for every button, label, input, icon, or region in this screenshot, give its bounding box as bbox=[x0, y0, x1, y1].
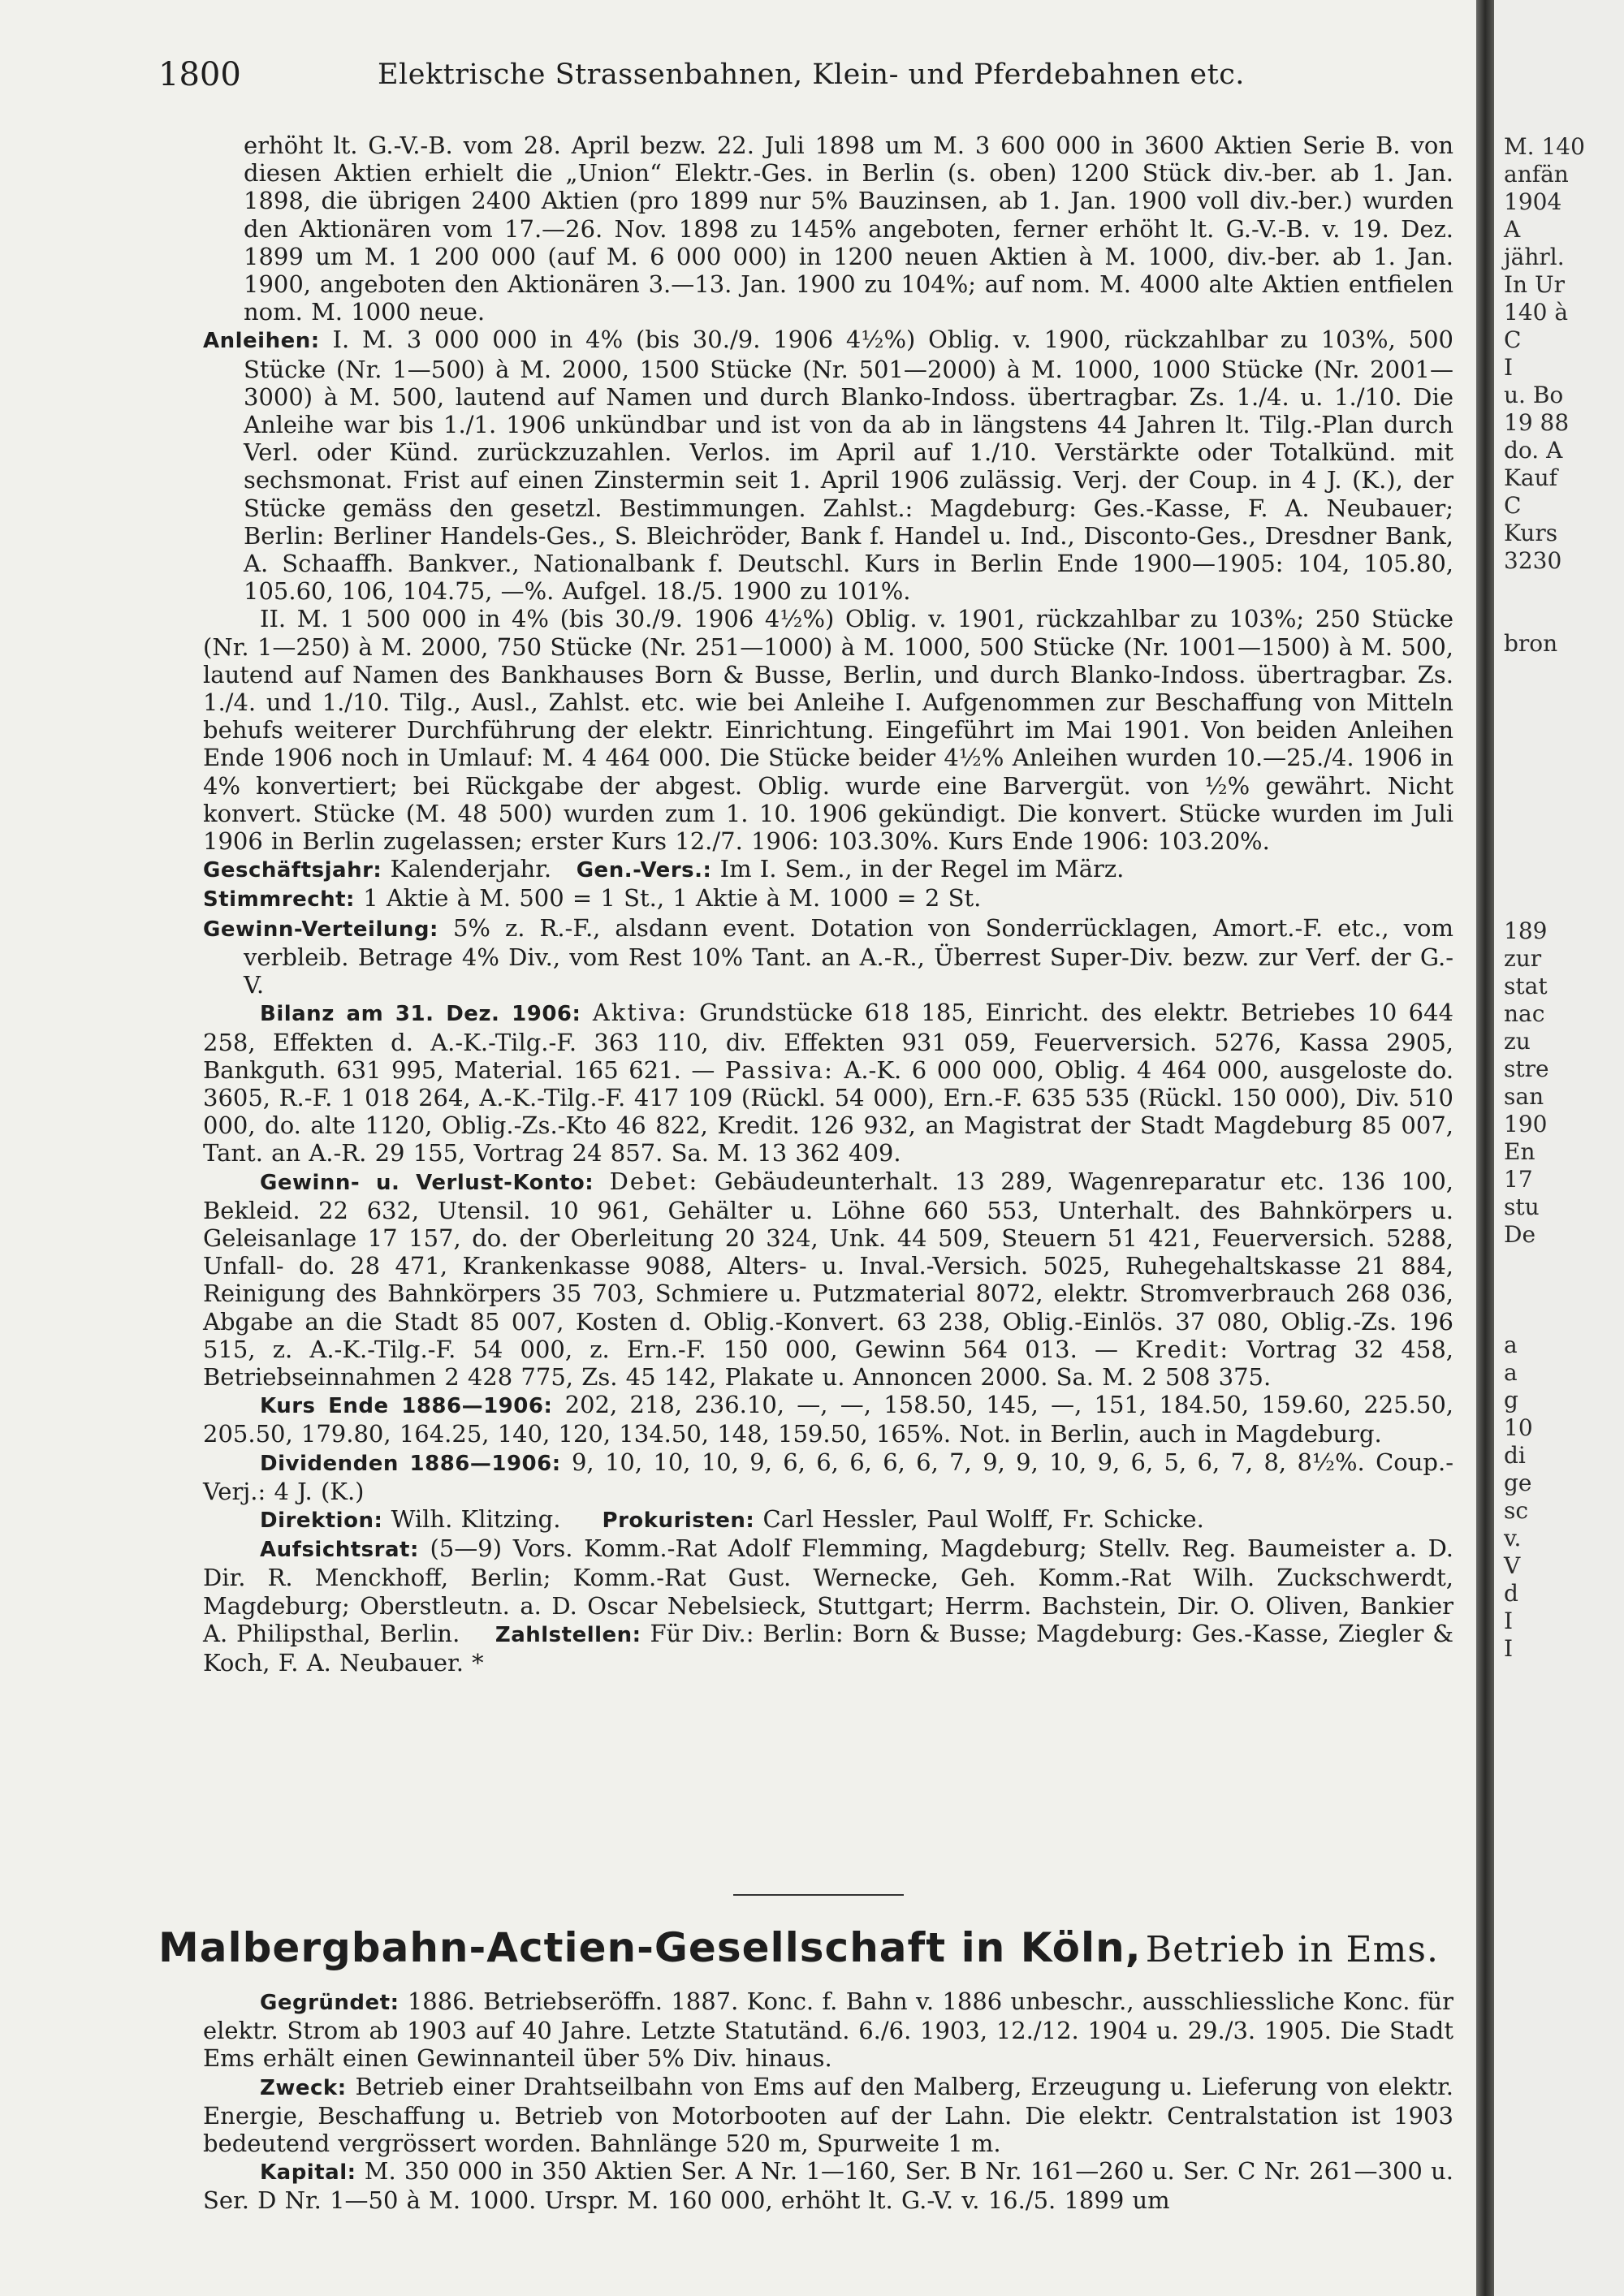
entry-magdeburg bbox=[203, 132, 1453, 1677]
geschaeftsjahr-line: Geschäftsjahr: Kalenderjahr. Gen.-Vers.: Im I. Sem., in der Regel im März. bbox=[203, 855, 1125, 883]
right-fragment-line bbox=[1504, 1276, 1624, 1304]
right-fragment-line: 17 bbox=[1504, 1166, 1533, 1193]
section-divider bbox=[733, 1894, 904, 1896]
company-subtitle: Betrieb in Ems. bbox=[1145, 1929, 1439, 1970]
right-fragment-line: v. bbox=[1504, 1525, 1522, 1552]
page-number: 1800 bbox=[158, 56, 241, 93]
right-fragments-top bbox=[1504, 133, 1624, 658]
aufsichtsrat-section: Aufsichtsrat: (5—9) Vors. Komm.-Rat Adolf Flemming, Magdeburg; Stellv. Reg. Baumeister a. D. Dir. R. Menckhoff, Berlin; Komm.-Rat Gust. Wernecke, Geh. Komm.-Rat Wilh. Zuckschwerdt, Magdeburg; Oberstleutn. a. D. Oscar Nebelsieck, Stuttgart; Herrm. Bachstein, Dir. O. Oliven, Bankier A. Philipsthal, Berlin. Zahlstellen: Für Div.: Berlin: Born & Busse; Magdeburg: Ges.-Kasse, Ziegler & Koch, F. A. Neubauer. * bbox=[203, 1534, 1454, 1677]
right-fragment-line: do. A bbox=[1504, 437, 1563, 464]
stimmrecht-line: Stimmrecht: 1 Aktie à M. 500 = 1 St., 1 Aktie à M. 1000 = 2 St. bbox=[203, 884, 982, 913]
right-fragment-line: I bbox=[1504, 1608, 1514, 1634]
right-fragment-line: ge bbox=[1504, 1470, 1532, 1496]
right-fragment-line bbox=[1504, 602, 1624, 630]
right-fragment-line: M. 140 bbox=[1504, 133, 1585, 160]
direktion-line: Direktion: Wilh. Klitzing. Prokuristen: Carl Hessler, Paul Wolff, Fr. Schicke. bbox=[260, 1504, 1204, 1533]
right-fragment-line: Kurs bbox=[1504, 520, 1558, 546]
right-fragment-line: g bbox=[1504, 1387, 1518, 1413]
right-fragments-bottom bbox=[1504, 917, 1624, 1663]
bilanz-section: Bilanz am 31. Dez. 1906: Aktiva: Grundstücke 618 185, Einricht. des elektr. Betriebes 10 644 258, Effekten d. A.-K.-Tilg.-F. 363 110, div. Effekten 931 059, Feuerversich. 5276, Kassa 2905, Bankguth. 631 995, Material. 165 621. — Passiva: A.-K. 6 000 000, Oblig. 4 464 000, ausgeloste do. 3605, R.-F. 1 018 264, A.-K.-Tilg.-F. 417 109 (Rückl. 54 000), Ern.-F. 635 535 (Rückl. 150 000), Div. 510 000, do. alte 1120, Oblig.-Zs.-Kto 46 822, Kredit. 126 932, an Magistrat der Stadt Magdeburg 85 007, Tant. an A.-R. 29 155, Vortrag 24 857. Sa. M. 13 362 409. bbox=[203, 999, 1454, 1167]
right-fragment-line: zu bbox=[1504, 1028, 1531, 1055]
right-fragment-line: u. Bo bbox=[1504, 382, 1564, 408]
right-fragment-line bbox=[1504, 1304, 1624, 1331]
right-fragment-line: jährl. bbox=[1504, 244, 1565, 270]
right-fragment-line: 3230 bbox=[1504, 547, 1562, 574]
kapital-continued: erhöht lt. G.-V.-B. vom 28. April bezw. 22. Juli 1898 um M. 3 600 000 in 3600 Aktien Serie B. von diesen Aktien erhielt die „Union“ Elektr.-Ges. in Berlin (s. oben) 1200 Stück div.-ber. ab 1. Jan. 1898, die übrigen 2400 Aktien (pro 1899 nur 5% Bauzinsen, ab 1. Jan. 1900 voll div.-ber.) wurden den Aktionären vom 17.—26. Nov. 1898 zu 145% angeboten, ferner erhöht lt. G.-V.-B. v. 19. Dez. 1899 um M. 1 200 000 (auf M. 6 000 000) in 1200 neuen Aktien à M. 1000, div.-ber. ab 1. Jan. 1900, angeboten den Aktionären 3.—13. Jan. 1900 zu 104%; auf nom. M. 4000 alte Aktien entfielen nom. M. 1000 neue. bbox=[244, 132, 1453, 326]
page-header bbox=[158, 50, 1458, 99]
right-fragment-line: bron bbox=[1504, 630, 1558, 657]
right-fragment-line bbox=[1504, 1249, 1624, 1276]
right-fragment-line: stu bbox=[1504, 1193, 1540, 1220]
kurs-section: Kurs Ende 1886—1906: 202, 218, 236.10, —, —, 158.50, 145, —, 151, 184.50, 159.60, 225.50, 205.50, 179.80, 164.25, 140, 120, 134.50, 148, 159.50, 165%. Not. in Berlin, auch in Magdeburg. bbox=[203, 1391, 1454, 1448]
right-fragment-line: san bbox=[1504, 1083, 1544, 1110]
dividenden-section: Dividenden 1886—1906: 9, 10, 10, 10, 9, 6, 6, 6, 6, 6, 7, 9, 9, 10, 9, 6, 5, 6, 7, 8, 8½%. Coup.-Verj.: 4 J. (K.) bbox=[203, 1448, 1453, 1505]
right-fragment-line: stre bbox=[1504, 1055, 1549, 1082]
right-fragment-line: d bbox=[1504, 1580, 1518, 1607]
kapital-section: Kapital: M. 350 000 in 350 Aktien Ser. A Nr. 1—160, Ser. B Nr. 161—260 u. Ser. C Nr. 261—300 u. Ser. D Nr. 1—50 à M. 1000. Urspr. M. 160 000, erhöht lt. G.-V. v. 16./5. 1899 um bbox=[203, 2157, 1453, 2215]
right-fragment-line: 189 bbox=[1504, 917, 1548, 944]
right-fragment-line: zur bbox=[1504, 945, 1542, 972]
right-fragment-line: nac bbox=[1504, 1000, 1545, 1027]
anleihen-label: Anleihen: bbox=[203, 329, 320, 354]
entry-malbergbahn bbox=[203, 1987, 1453, 2215]
gewinn-verteilung: Gewinn-Verteilung: 5% z. R.-F., alsdann event. Dotation von Sonderrücklagen, Amort.-F. etc., vom verbleib. Betrage 4% Div., vom Rest 10% Tant. an A.-R., Überrest Super-Div. bezw. zur Verf. der G.-V. bbox=[203, 913, 1453, 999]
anleihen-2 bbox=[203, 605, 1453, 855]
right-fragment-line: a bbox=[1504, 1331, 1518, 1358]
right-fragment-line: 10 bbox=[1504, 1414, 1533, 1441]
right-fragment-line: 19 88 bbox=[1504, 409, 1570, 436]
running-title: Elektrische Strassenbahnen, Klein- und Pferdebahnen etc. bbox=[378, 58, 1245, 91]
right-fragment-line: stat bbox=[1504, 973, 1548, 999]
guv-section: Gewinn- u. Verlust-Konto: Debet: Gebäudeunterhalt. 13 289, Wagenreparatur etc. 136 100, Bekleid. 22 632, Utensil. 10 961, Gehälter u. Löhne 660 553, Unterhalt. des Bahnkörpers u. Geleisanlage 17 157, do. der Oberleitung 20 324, Unk. 44 509, Steuern 51 421, Feuerversich. 5288, Unfall- do. 28 471, Krankenkasse 9088, Alters- u. Inval.-Versich. 5025, Ruhegehaltskasse 21 884, Reinigung des Bahnkörpers 35 703, Schmiere u. Putzmaterial 8072, elektr. Stromverbrauch 268 036, Abgabe an die Stadt 85 007, Kosten d. Oblig.-Konvert. 63 238, Oblig.-Einlös. 37 080, Oblig.-Zs. 196 515, z. A.-K.-Tilg.-F. 54 000, z. Ern.-F. 150 000, Gewinn 564 013. — Kredit: Vortrag 32 458, Betriebseinnahmen 2 428 775, Zs. 45 142, Plakate u. Annoncen 2000. Sa. M. 2 508 375. bbox=[203, 1167, 1454, 1391]
right-fragment-line: anfän bbox=[1504, 161, 1569, 188]
right-fragment-line: I bbox=[1504, 354, 1514, 381]
right-fragment-line: C bbox=[1504, 326, 1522, 353]
right-fragment-line: C bbox=[1504, 492, 1522, 519]
right-fragment-line: Kauf bbox=[1504, 464, 1558, 491]
right-fragment-line: A bbox=[1504, 216, 1521, 243]
book-page-right bbox=[1494, 0, 1624, 2296]
right-fragment-line: I bbox=[1504, 1635, 1514, 1662]
book-gutter bbox=[1476, 0, 1494, 2296]
right-fragment-line: 140 à bbox=[1504, 299, 1569, 326]
anleihen-section bbox=[203, 326, 1453, 605]
right-fragment-line: In Ur bbox=[1504, 271, 1565, 298]
right-fragment-line: En bbox=[1504, 1138, 1535, 1165]
right-fragment-line: 190 bbox=[1504, 1111, 1548, 1137]
right-fragment-line: V bbox=[1504, 1552, 1521, 1579]
right-fragment-line bbox=[1504, 575, 1624, 602]
company-title bbox=[158, 1919, 1458, 1976]
right-fragment-line: 1904 bbox=[1504, 188, 1562, 215]
right-fragment-line: sc bbox=[1504, 1497, 1529, 1524]
right-fragment-line: di bbox=[1504, 1442, 1526, 1469]
anleihen-1-text: I. M. 3 000 000 in 4% (bis 30./9. 1906 4½%) Oblig. v. 1900, rückzahlbar zu 103%, 500 Stücke (Nr. 1—500) à M. 2000, 1500 Stücke (Nr. 501—2000) à M. 1000, 1000 Stücke (Nr. 2001—3000) à M. 500, lautend auf Namen und durch Blanko-Indoss. übertragbar. Zs. 1./4. u. 1./10. Die Anleihe war bis 1./1. 1906 unkündbar und ist von da ab in längstens 44 Jahren lt. Tilg.-Plan durch Verl. oder Künd. zurückzuzahlen. Verlos. im April auf 1./10. Verstärkte oder Totalkünd. mit sechsmonat. Frist auf einen Zinstermin seit 1. April 1906 zulässig. Verj. der Coup. in 4 J. (K.), der Stücke gemäss den gesetzl. Bestimmungen. Zahlst.: Magdeburg: Ges.-Kasse, F. A. Neubauer; Berlin: Berliner Handels-Ges., S. Bleichröder, Bank f. Handel u. Ind., Disconto-Ges., Dresdner Bank, A. Schaaffh. Bankver., Nationalbank f. Deutschl. Kurs in Berlin Ende 1900—1905: 104, 105.80, 105.60, 106, 104.75, —%. Aufgel. 18./5. 1900 zu 101%. bbox=[244, 326, 1454, 606]
company-name: Malbergbahn-Actien-Gesellschaft in Köln, bbox=[158, 1924, 1142, 1971]
right-fragment-line: De bbox=[1504, 1221, 1536, 1248]
gegruendet-section: Gegründet: 1886. Betriebseröffn. 1887. Konc. f. Bahn v. 1886 unbeschr., ausschliessliche Konc. für elektr. Strom ab 1903 auf 40 Jahre. Letzte Statutänd. 6./6. 1903, 12./12. 1904 u. 29./3. 1905. Die Stadt Ems erhält einen Gewinnanteil über 5% Div. hinaus. bbox=[203, 1987, 1454, 2073]
right-fragment-line: a bbox=[1504, 1359, 1518, 1386]
anleihen-2-text: II. M. 1 500 000 in 4% (bis 30./9. 1906 4½%) Oblig. v. 1901, rückzahlbar zu 103%; 250 Stücke (Nr. 1—250) à M. 2000, 750 Stücke (Nr. 251—1000) à M. 1000, 500 Stücke (Nr. 1001—1500) à M. 500, lautend auf Namen des Bankhauses Born & Busse, Berlin, und durch Blanko-Indoss. übertragbar. Zs. 1./4. und 1./10. Tilg., Ausl., Zahlst. etc. wie bei Anleihe I. Aufgenommen zur Beschaffung von Mitteln behufs weiterer Durchführung der elektr. Einrichtung. Eingeführt im Mai 1901. Von beiden Anleihen Ende 1906 noch in Umlauf: M. 4 464 000. Die Stücke beider 4½% Anleihen wurden 10.—25./4. 1906 in 4% konvertiert; bei Rückgabe der abgest. Oblig. wurde eine Barvergüt. von ½% gewährt. Nicht konvert. Stücke (M. 48 500) wurden zum 1. 10. 1906 gekündigt. Die konvert. Stücke wurden im Juli 1906 in Berlin zugelassen; erster Kurs 12./7. 1906: 103.30%. Kurs Ende 1906: 103.20%. bbox=[203, 605, 1453, 856]
zweck-section: Zweck: Betrieb einer Drahtseilbahn von Ems auf den Malberg, Erzeugung u. Lieferung von elektr. Energie, Beschaffung u. Betrieb von Motorbooten auf der Lahn. Die elektr. Centralstation ist 1903 bedeutend vergrössert worden. Bahnlänge 520 m, Spurweite 1 m. bbox=[203, 2072, 1453, 2158]
